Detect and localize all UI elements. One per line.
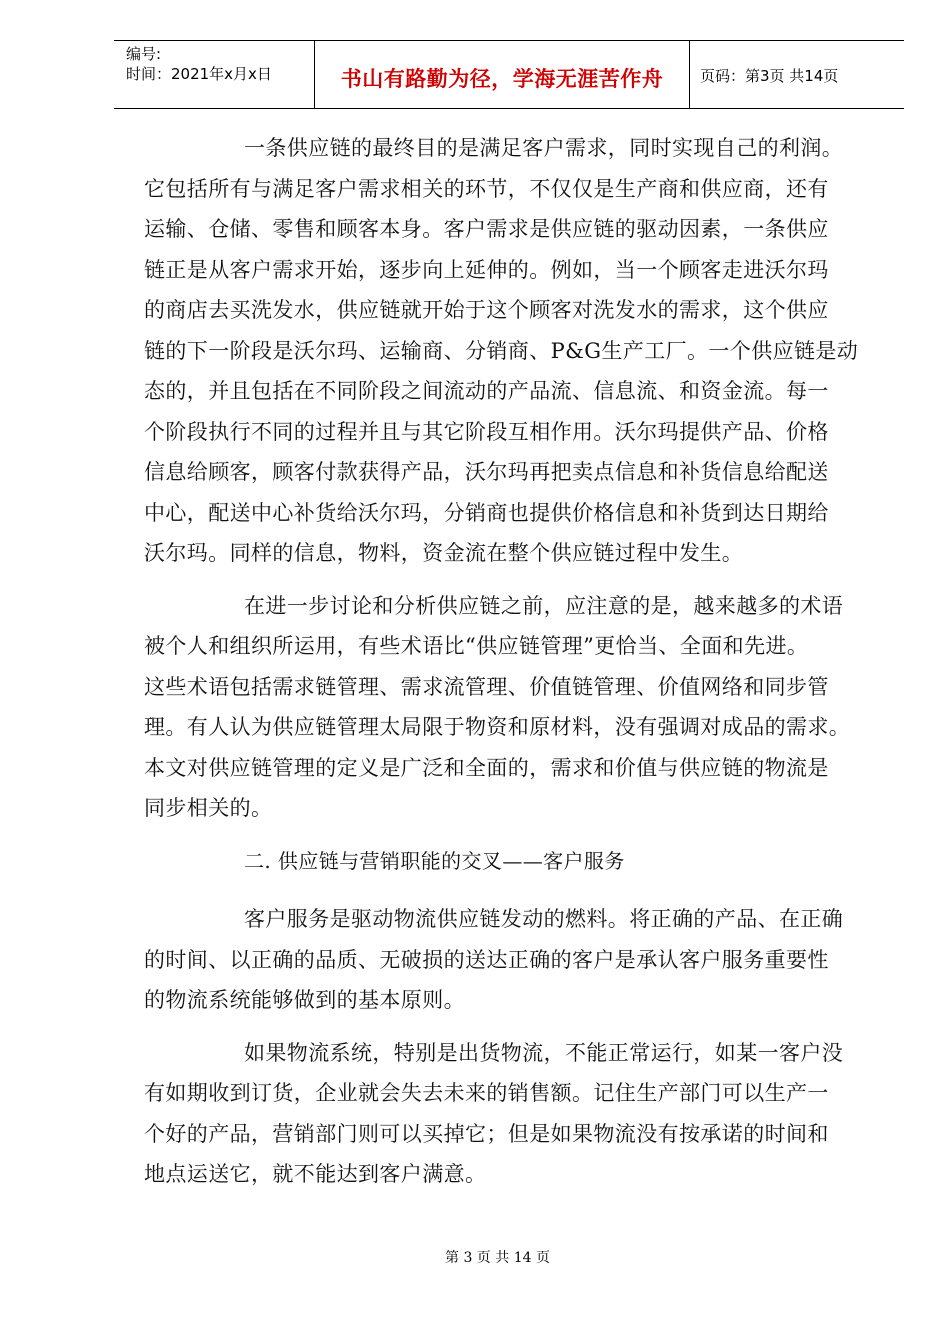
- paragraph-2: [144, 586, 879, 829]
- paragraph-line: 运输、仓储、零售和顾客本身。客户需求是供应链的驱动因素，一条供应: [144, 217, 829, 241]
- document-body: [144, 128, 879, 1207]
- document-time-label: 时间：2021年x月x日: [126, 65, 272, 83]
- paragraph-line: 在进一步讨论和分析供应链之前，应注意的是，越来越多的术语: [244, 593, 844, 618]
- header-motto: 书山有路勤为径，学海无涯苦作舟: [340, 67, 664, 91]
- paragraph-line: 的物流系统能够做到的基本原则。: [144, 988, 465, 1012]
- paragraph-line: 中心，配送中心补货给沃尔玛，分销商也提供价格信息和补货到达日期给: [144, 500, 829, 525]
- paragraph-1: [144, 128, 879, 574]
- paragraph-line: 个好的产品，营销部门则可以买掉它；但是如果物流没有按承诺的时间和: [144, 1121, 829, 1146]
- paragraph-line: 沃尔玛。同样的信息，物料，资金流在整个供应链过程中发生。: [144, 541, 744, 565]
- page-footer: 第 3 页 共 14 页: [445, 1250, 550, 1266]
- section-heading: [144, 841, 879, 882]
- paragraph-line: 的时间、以正确的品质、无破损的送达正确的客户是承认客户服务重要性: [144, 947, 829, 972]
- paragraph-line: 链的下一阶段是沃尔玛、运输商、分销商、P&G生产工厂。一个供应链是动: [144, 338, 859, 363]
- paragraph-3: [144, 899, 879, 1021]
- paragraph-line: 这些术语包括需求链管理、需求流管理、价值链管理、价值网络和同步管: [144, 674, 829, 699]
- header-meta-cell: [114, 41, 315, 108]
- paragraph-line: 有如期收到订货，企业就会失去未来的销售额。记住生产部门可以生产一: [144, 1081, 829, 1105]
- paragraph-line: 如果物流系统，特别是出货物流，不能正常运行，如某一客户没: [244, 1040, 844, 1065]
- header-page-cell: [690, 41, 904, 108]
- paragraph-line: 信息给顾客，顾客付款获得产品，沃尔玛再把卖点信息和补货信息给配送: [144, 460, 829, 484]
- paragraph-line: 同步相关的。: [144, 796, 273, 820]
- paragraph-line: 地点运送它，就不能达到客户满意。: [144, 1162, 487, 1186]
- paragraph-line: 态的，并且包括在不同阶段之间流动的产品流、信息流、和资金流。每一: [144, 379, 829, 403]
- page-header: [114, 40, 904, 109]
- paragraph-line: 理。有人认为供应链管理太局限于物资和原材料，没有强调对成品的需求。: [144, 715, 851, 739]
- header-motto-cell: [315, 41, 690, 108]
- section-heading-text: 二. 供应链与营销职能的交叉——客户服务: [244, 848, 625, 873]
- paragraph-line: 一条供应链的最终目的是满足客户需求，同时实现自己的利润。: [244, 136, 844, 160]
- paragraph-line: 被个人和组织所运用，有些术语比“供应链管理”更恰当、全面和先进。: [144, 634, 809, 658]
- paragraph-line: 个阶段执行不同的过程并且与其它阶段互相作用。沃尔玛提供产品、价格: [144, 419, 829, 444]
- paragraph-line: 客户服务是驱动物流供应链发动的燃料。将正确的产品、在正确: [244, 907, 844, 931]
- paragraph-4: [144, 1033, 879, 1195]
- paragraph-line: 的商店去买洗发水，供应链就开始于这个顾客对洗发水的需求，这个供应: [144, 298, 829, 322]
- paragraph-line: 本文对供应链管理的定义是广泛和全面的，需求和价值与供应链的物流是: [144, 755, 829, 780]
- paragraph-line: 它包括所有与满足客户需求相关的环节，不仅仅是生产商和供应商，还有: [144, 176, 829, 201]
- paragraph-line: 链正是从客户需求开始，逐步向上延伸的。例如，当一个顾客走进沃尔玛: [144, 257, 829, 282]
- header-page-info: 页码：第3页 共14页: [700, 67, 839, 85]
- document-number-label: 编号:: [126, 45, 162, 63]
